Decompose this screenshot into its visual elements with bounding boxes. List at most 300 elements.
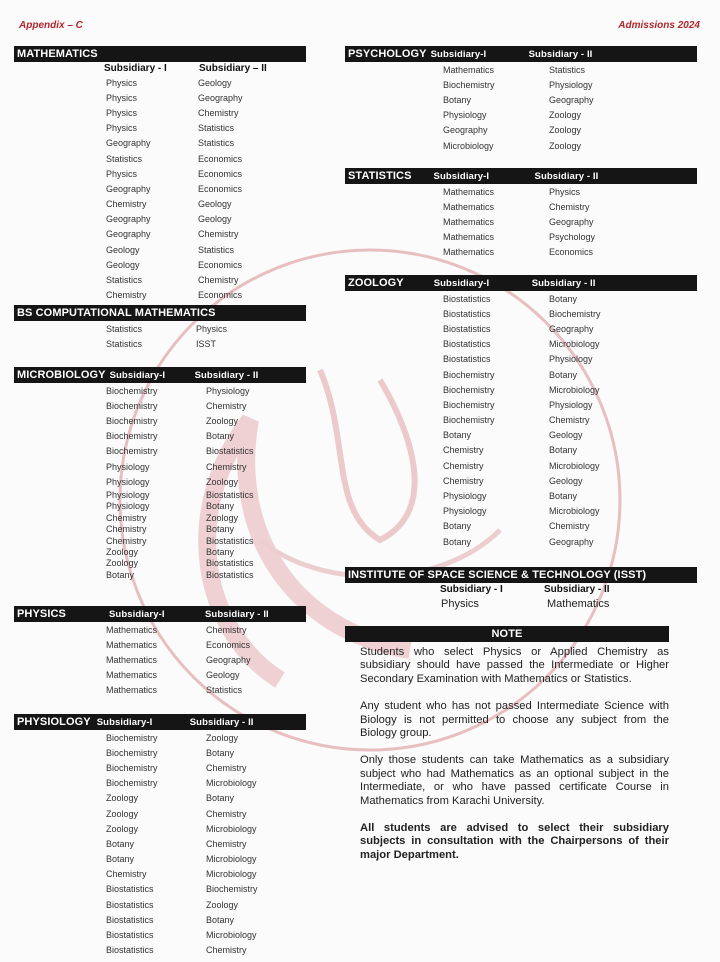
combination-row	[345, 367, 697, 382]
combination-row	[345, 123, 697, 138]
section-title: PSYCHOLOGY	[348, 48, 427, 60]
subsidiary-2-subject: Biostatistics	[206, 535, 254, 546]
subsidiary-1-header: Subsidiary-I	[96, 716, 153, 728]
combination-row	[14, 637, 306, 652]
subsidiary-2-subject: Geography	[549, 323, 594, 334]
subsidiary-2-header: Subsidiary - II	[531, 277, 596, 289]
subsidiary-1-subject: Botany	[106, 854, 135, 865]
section-title: PHYSICS	[17, 608, 66, 620]
subsidiary-1-subject: Microbiology	[443, 140, 494, 151]
subsidiary-1-subject: Geography	[106, 183, 151, 194]
section-title: MATHEMATICS	[17, 48, 98, 60]
subsidiary-1-subject: Biostatistics	[106, 884, 154, 895]
combination-row	[14, 197, 306, 212]
subsidiary-1-header: Subsidiary-I	[430, 48, 487, 60]
combination-row	[14, 321, 306, 336]
subsidiary-2-subject: Geology	[198, 214, 232, 225]
subsidiary-1-subject: Mathematics	[106, 639, 158, 650]
subsidiary-1-subject: Chemistry	[443, 475, 484, 486]
note-paragraph: Only those students can take Mathematics as a subsidiary subject who had Mathematics as an optional subject in the Intermediate, or who have passed certificate Course in Mathematics from Karachi University.	[360, 754, 669, 807]
combination-row	[345, 184, 697, 199]
subsidiary-1-subject: Geology	[106, 244, 140, 255]
subsidiary-1-subject: Physics	[106, 77, 138, 88]
subsidiary-1-subject: Physiology	[106, 461, 150, 472]
subsidiary-2-subject: Physics	[196, 323, 228, 334]
subsidiary-1-subject: Biochemistry	[106, 431, 158, 442]
subsidiary-1-subject: Chemistry	[106, 869, 147, 880]
subsidiary-2-subject: Botany	[206, 546, 235, 557]
subsidiary-1-subject: Mathematics	[443, 232, 495, 243]
subsidiary-2-subject: Zoology	[206, 512, 239, 523]
combination-row	[14, 489, 306, 500]
subsidiary-1-subject: Biochemistry	[106, 415, 158, 426]
subsidiary-2-header: Subsidiary – II	[199, 63, 267, 74]
combination-row	[14, 413, 306, 428]
subsidiary-2-subject: Geography	[206, 654, 251, 665]
combination-row	[345, 62, 697, 77]
combination-row	[345, 458, 697, 473]
combination-row	[345, 245, 697, 260]
note-title: NOTE	[491, 628, 523, 640]
subsidiary-2-subject: Statistics	[198, 244, 235, 255]
note-paragraph: Any student who has not passed Intermediate Science with Biology is not permitted to choose any subject from the Biology group.	[360, 700, 669, 740]
subsidiary-1-subject: Physics	[106, 107, 138, 118]
subsidiary-1-subject: Biochemistry	[443, 369, 495, 380]
combination-row	[14, 912, 306, 927]
combination-row	[345, 397, 697, 412]
subsidiary-2-subject: Biochemistry	[549, 308, 601, 319]
combination-row	[14, 867, 306, 882]
combination-row	[14, 558, 306, 569]
psychology-section	[345, 46, 697, 153]
subsidiary-1-subject: Biochemistry	[106, 747, 158, 758]
subsidiary-1-header: Subsidiary-I	[109, 369, 166, 381]
section-title-bar	[345, 567, 697, 583]
subsidiary-1-subject: Botany	[443, 521, 472, 532]
subsidiary-2-subject: Microbiology	[549, 460, 600, 471]
subsidiary-2-subject: Economics	[198, 183, 243, 194]
combination-row	[14, 474, 306, 489]
combination-row	[345, 92, 697, 107]
combination-row	[14, 336, 306, 351]
section-title-bar	[345, 46, 697, 62]
subsidiary-2-subject: Zoology	[549, 110, 582, 121]
combination-row	[14, 943, 306, 958]
subsidiary-1-subject: Biostatistics	[443, 308, 491, 319]
subsidiary-1-header: Subsidiary-I	[109, 608, 165, 620]
combination-row	[14, 212, 306, 227]
combination-row	[14, 166, 306, 181]
subsidiary-2-subject: Chemistry	[206, 808, 247, 819]
note-section	[345, 626, 669, 862]
subsidiary-1-subject: Physics	[106, 168, 138, 179]
combination-list	[345, 596, 697, 611]
subsidiary-2-subject: Botany	[206, 524, 235, 535]
subsidiary-1-subject: Biochemistry	[443, 415, 495, 426]
microbiology-section	[14, 367, 306, 580]
subsidiary-2-subject: Microbiology	[206, 778, 257, 789]
combination-list	[14, 75, 306, 303]
section-title-bar	[14, 714, 306, 730]
subsidiary-1-subject: Mathematics	[443, 216, 495, 227]
subsidiary-1-subject: Physics	[106, 92, 138, 103]
subsidiary-1-subject: Mathematics	[106, 654, 158, 665]
subsidiary-2-subject: Economics	[198, 168, 243, 179]
physics-section	[14, 606, 306, 698]
section-title: BS COMPUTATIONAL MATHEMATICS	[17, 307, 216, 319]
subsidiary-1-subject: Physiology	[106, 476, 150, 487]
combination-row	[14, 288, 306, 303]
subsidiary-1-subject: Biostatistics	[443, 354, 491, 365]
subsidiary-1-subject: Mathematics	[443, 186, 495, 197]
subsidiary-1-subject: Zoology	[106, 808, 139, 819]
subsidiary-2-subject: Zoology	[549, 140, 582, 151]
subsidiary-2-subject: Mathematics	[547, 597, 610, 610]
subsidiary-2-subject: Chemistry	[198, 229, 239, 240]
subsidiary-1-subject: Zoology	[106, 793, 139, 804]
subsidiary-2-subject: ISST	[196, 338, 217, 349]
subsidiary-1-subject: Biochemistry	[443, 399, 495, 410]
subsidiary-2-subject: Chemistry	[206, 400, 247, 411]
combination-row	[345, 108, 697, 123]
combination-list	[14, 622, 306, 698]
combination-list	[345, 291, 697, 549]
combination-row	[14, 227, 306, 242]
combination-row	[14, 760, 306, 775]
combination-list	[14, 730, 306, 958]
note-title-bar	[345, 626, 669, 642]
subsidiary-2-subject: Botany	[549, 369, 578, 380]
subsidiary-1-header: Subsidiary-I	[433, 277, 490, 289]
combination-row	[345, 230, 697, 245]
physiology-section	[14, 714, 306, 958]
subsidiary-1-subject: Physics	[441, 597, 479, 610]
subsidiary-2-subject: Zoology	[206, 476, 239, 487]
combination-list	[14, 321, 306, 351]
subsidiary-2-subject: Zoology	[206, 732, 239, 743]
subsidiary-1-subject: Biostatistics	[106, 945, 154, 956]
subsidiary-2-subject: Biostatistics	[206, 446, 254, 457]
subsidiary-2-subject: Zoology	[206, 899, 239, 910]
subsidiary-2-subject: Physiology	[206, 385, 250, 396]
subsidiary-1-subject: Chemistry	[443, 445, 484, 456]
subsidiary-1-subject: Geography	[106, 138, 151, 149]
column-headers	[104, 62, 306, 75]
combination-row	[345, 352, 697, 367]
combination-row	[14, 897, 306, 912]
subsidiary-2-subject: Geography	[198, 92, 243, 103]
subsidiary-2-subject: Physiology	[549, 399, 593, 410]
subsidiary-1-subject: Biostatistics	[106, 914, 154, 925]
note-advice: All students are advised to select their subsidiary subjects in consultation with the Chairpersons of their major Department.	[360, 822, 669, 861]
subsidiary-1-subject: Botany	[106, 838, 135, 849]
subsidiary-1-subject: Chemistry	[106, 524, 147, 535]
combination-row	[14, 836, 306, 851]
subsidiary-2-subject: Statistics	[198, 138, 235, 149]
subsidiary-1-subject: Geography	[106, 214, 151, 225]
subsidiary-2-subject: Botany	[549, 293, 578, 304]
combination-row	[14, 501, 306, 512]
combination-list	[345, 184, 697, 260]
combination-row	[14, 181, 306, 196]
column-headers	[440, 583, 697, 596]
section-title-bar	[345, 168, 697, 184]
subsidiary-1-subject: Biostatistics	[443, 339, 491, 350]
combination-row	[345, 519, 697, 534]
zoology-section	[345, 275, 697, 549]
subsidiary-2-subject: Biostatistics	[206, 569, 254, 580]
subsidiary-1-subject: Physiology	[443, 491, 487, 502]
subsidiary-2-subject: Geography	[549, 536, 594, 547]
section-title-bar	[14, 367, 306, 383]
combination-row	[345, 306, 697, 321]
subsidiary-2-subject: Botany	[206, 501, 235, 512]
section-title: PHYSIOLOGY	[17, 716, 91, 728]
subsidiary-2-subject: Economics	[198, 259, 243, 270]
subsidiary-1-subject: Mathematics	[106, 624, 158, 635]
subsidiary-2-subject: Statistics	[206, 685, 243, 696]
subsidiary-1-subject: Physiology	[443, 110, 487, 121]
subsidiary-2-subject: Microbiology	[206, 854, 257, 865]
section-title: INSTITUTE OF SPACE SCIENCE & TECHNOLOGY (ISST)	[348, 569, 647, 581]
section-title: STATISTICS	[348, 170, 412, 182]
combination-row	[345, 504, 697, 519]
subsidiary-2-subject: Microbiology	[206, 823, 257, 834]
combination-row	[14, 75, 306, 90]
note-paragraph: Students who select Physics or Applied Chemistry as subsidiary should have passed the Intermediate or Higher Secondary Examination with Mathematics or Statistics.	[360, 646, 669, 685]
combination-row	[345, 534, 697, 549]
subsidiary-2-header: Subsidiary - II	[544, 584, 610, 595]
statistics-section	[345, 168, 697, 260]
combination-list	[345, 62, 697, 153]
subsidiary-1-subject: Biochemistry	[443, 79, 495, 90]
subsidiary-2-subject: Economics	[206, 639, 251, 650]
subsidiary-2-subject: Psychology	[549, 232, 596, 243]
subsidiary-1-subject: Biochemistry	[106, 778, 158, 789]
combination-row	[14, 136, 306, 151]
subsidiary-1-subject: Zoology	[106, 546, 139, 557]
subsidiary-1-subject: Botany	[443, 536, 472, 547]
subsidiary-2-subject: Botany	[206, 747, 235, 758]
combination-row	[345, 199, 697, 214]
subsidiary-1-header: Subsidiary - I	[440, 584, 503, 595]
subsidiary-1-subject: Biochemistry	[443, 384, 495, 395]
combination-row	[345, 382, 697, 397]
subsidiary-2-subject: Chemistry	[549, 521, 590, 532]
combination-row	[14, 546, 306, 557]
subsidiary-1-subject: Biochemistry	[106, 732, 158, 743]
subsidiary-2-subject: Chemistry	[206, 838, 247, 849]
combination-row	[14, 569, 306, 580]
combination-row	[345, 337, 697, 352]
combination-row	[14, 105, 306, 120]
combination-row	[14, 652, 306, 667]
subsidiary-2-subject: Economics	[198, 153, 243, 164]
subsidiary-1-subject: Biochemistry	[106, 385, 158, 396]
subsidiary-1-subject: Mathematics	[443, 64, 495, 75]
combination-row	[14, 121, 306, 136]
subsidiary-1-subject: Biostatistics	[106, 930, 154, 941]
section-title-bar	[14, 46, 306, 62]
combination-row	[345, 321, 697, 336]
combination-row	[14, 776, 306, 791]
subsidiary-2-subject: Chemistry	[198, 107, 239, 118]
subsidiary-2-subject: Physiology	[549, 79, 593, 90]
combination-row	[14, 512, 306, 523]
subsidiary-2-subject: Zoology	[206, 415, 239, 426]
subsidiary-2-subject: Geography	[549, 216, 594, 227]
subsidiary-2-header: Subsidiary - II	[194, 369, 259, 381]
combination-row	[14, 882, 306, 897]
combination-row	[14, 852, 306, 867]
subsidiary-1-subject: Statistics	[106, 275, 143, 286]
subsidiary-2-subject: Chemistry	[549, 201, 590, 212]
section-title-bar	[345, 275, 697, 291]
combination-row	[345, 291, 697, 306]
subsidiary-1-subject: Physiology	[106, 490, 150, 500]
subsidiary-2-subject: Chemistry	[206, 762, 247, 773]
subsidiary-2-subject: Chemistry	[549, 415, 590, 426]
subsidiary-1-subject: Zoology	[106, 823, 139, 834]
subsidiary-2-subject: Geology	[198, 199, 232, 210]
subsidiary-2-subject: Biostatistics	[206, 490, 254, 500]
subsidiary-1-subject: Botany	[106, 569, 135, 580]
subsidiary-1-subject: Physics	[106, 123, 138, 134]
combination-row	[345, 443, 697, 458]
subsidiary-1-subject: Biochemistry	[106, 446, 158, 457]
subsidiary-1-subject: Geography	[106, 229, 151, 240]
section-title-bar	[14, 606, 306, 622]
combination-row	[14, 535, 306, 546]
subsidiary-2-subject: Geology	[206, 670, 240, 681]
combination-row	[14, 459, 306, 474]
combination-row	[14, 151, 306, 166]
subsidiary-2-header: Subsidiary - II	[528, 48, 593, 60]
combination-row	[345, 488, 697, 503]
subsidiary-2-subject: Botany	[206, 793, 235, 804]
subsidiary-1-subject: Botany	[443, 430, 472, 441]
subsidiary-1-subject: Statistics	[106, 153, 143, 164]
combination-row	[345, 214, 697, 229]
subsidiary-2-subject: Economics	[549, 247, 594, 258]
subsidiary-1-subject: Physiology	[443, 506, 487, 517]
combination-row	[345, 138, 697, 153]
subsidiary-2-subject: Geology	[549, 475, 583, 486]
subsidiary-2-subject: Chemistry	[198, 275, 239, 286]
subsidiary-2-subject: Chemistry	[206, 945, 247, 956]
combination-row	[345, 77, 697, 92]
subsidiary-1-header: Subsidiary-I	[433, 170, 490, 182]
subsidiary-1-subject: Biochemistry	[106, 400, 158, 411]
combination-row	[14, 730, 306, 745]
subsidiary-2-subject: Geography	[549, 94, 594, 105]
subsidiary-2-subject: Botany	[549, 491, 578, 502]
combination-row	[345, 473, 697, 488]
combination-row	[14, 242, 306, 257]
combination-row	[14, 444, 306, 459]
subsidiary-2-header: Subsidiary - II	[205, 608, 269, 620]
section-title-bar	[14, 305, 306, 321]
combination-row	[14, 90, 306, 105]
combination-row	[14, 383, 306, 398]
subsidiary-1-subject: Geology	[106, 259, 140, 270]
combination-row	[14, 683, 306, 698]
subsidiary-2-subject: Botany	[206, 431, 235, 442]
subsidiary-1-subject: Chemistry	[106, 199, 147, 210]
subsidiary-1-subject: Mathematics	[106, 685, 158, 696]
subsidiary-2-subject: Microbiology	[549, 384, 600, 395]
subsidiary-2-header: Subsidiary - II	[534, 170, 599, 182]
combination-row	[14, 821, 306, 836]
subsidiary-2-subject: Biostatistics	[206, 558, 254, 569]
subsidiary-1-subject: Chemistry	[106, 512, 147, 523]
subsidiary-2-subject: Zoology	[549, 125, 582, 136]
combination-row	[345, 413, 697, 428]
combination-row	[14, 523, 306, 534]
subsidiary-2-subject: Microbiology	[206, 930, 257, 941]
combination-row	[14, 398, 306, 413]
bs-computational-mathematics-section	[14, 305, 306, 351]
subsidiary-1-subject: Chemistry	[106, 535, 147, 546]
appendix-label: Appendix – C	[19, 20, 83, 31]
subsidiary-1-subject: Mathematics	[106, 670, 158, 681]
combination-row	[14, 622, 306, 637]
combination-row	[14, 791, 306, 806]
subsidiary-2-subject: Microbiology	[549, 506, 600, 517]
subsidiary-2-subject: Chemistry	[206, 624, 247, 635]
subsidiary-1-header: Subsidiary - I	[104, 63, 167, 74]
subsidiary-2-subject: Physiology	[549, 354, 593, 365]
subsidiary-1-subject: Statistics	[106, 338, 143, 349]
combination-row	[14, 257, 306, 272]
subsidiary-2-subject: Geology	[549, 430, 583, 441]
subsidiary-1-subject: Mathematics	[443, 201, 495, 212]
subsidiary-2-subject: Physics	[549, 186, 581, 197]
subsidiary-1-subject: Chemistry	[443, 460, 484, 471]
combination-row	[14, 806, 306, 821]
admissions-year-label: Admissions 2024	[618, 20, 700, 31]
combination-row	[345, 428, 697, 443]
section-title: MICROBIOLOGY	[17, 369, 106, 381]
subsidiary-1-subject: Mathematics	[443, 247, 495, 258]
subsidiary-2-subject: Microbiology	[206, 869, 257, 880]
subsidiary-1-subject: Biostatistics	[106, 899, 154, 910]
subsidiary-1-subject: Zoology	[106, 558, 139, 569]
subsidiary-2-header: Subsidiary - II	[189, 716, 254, 728]
subsidiary-1-subject: Chemistry	[106, 290, 147, 301]
subsidiary-2-subject: Statistics	[549, 64, 586, 75]
subsidiary-1-subject: Biostatistics	[443, 323, 491, 334]
combination-list-compact	[14, 489, 306, 580]
combination-row	[14, 927, 306, 942]
subsidiary-1-subject: Biochemistry	[106, 762, 158, 773]
isst-section	[345, 567, 697, 611]
subsidiary-1-subject: Statistics	[106, 323, 143, 334]
subsidiary-1-subject: Biostatistics	[443, 293, 491, 304]
subsidiary-2-subject: Biochemistry	[206, 884, 258, 895]
combination-row	[14, 668, 306, 683]
combination-row	[14, 429, 306, 444]
combination-row	[14, 745, 306, 760]
mathematics-section	[14, 46, 306, 303]
subsidiary-2-subject: Economics	[198, 290, 243, 301]
subsidiary-2-subject: Statistics	[198, 123, 235, 134]
subsidiary-1-subject: Geography	[443, 125, 488, 136]
section-title: ZOOLOGY	[348, 277, 404, 289]
combination-row	[14, 272, 306, 287]
subsidiary-2-subject: Botany	[549, 445, 578, 456]
subsidiary-2-subject: Microbiology	[549, 339, 600, 350]
